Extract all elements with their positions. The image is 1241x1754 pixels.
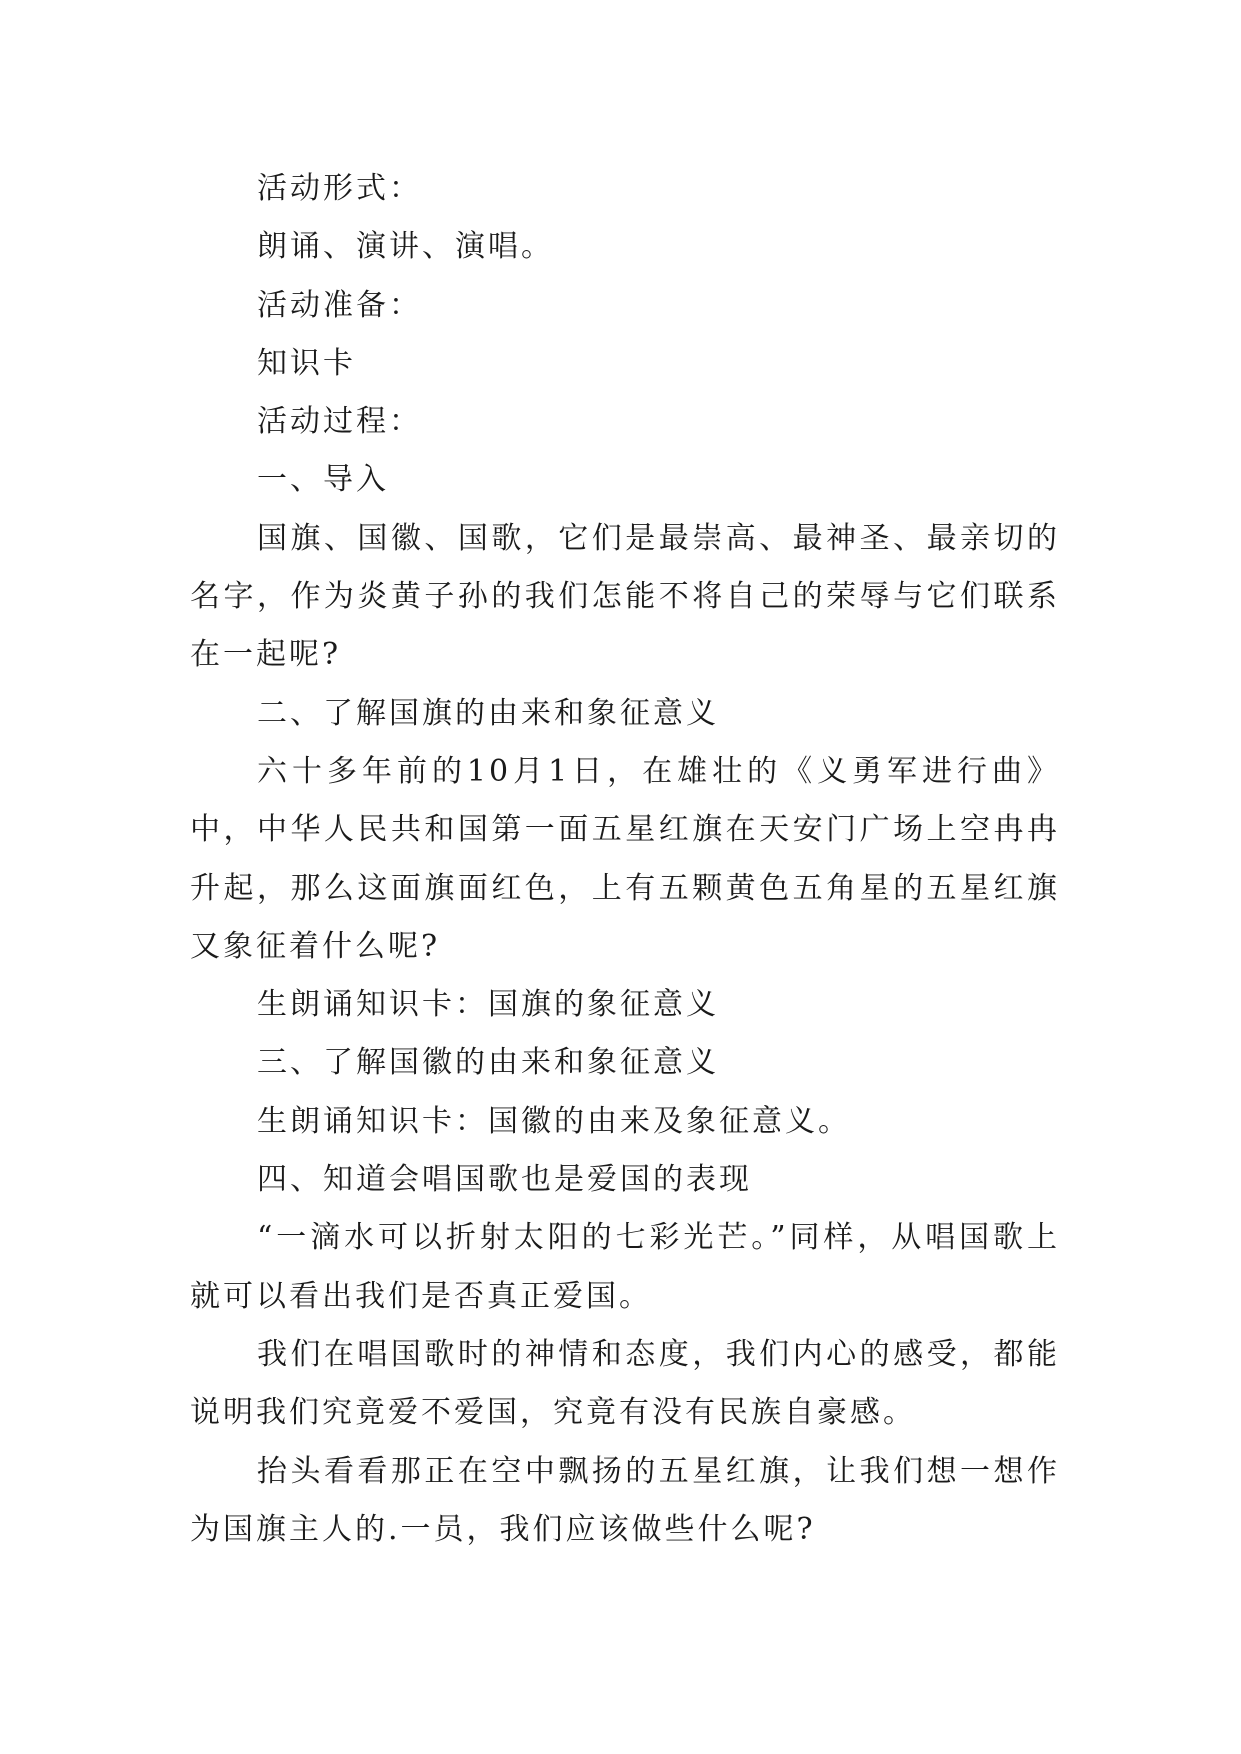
- document-body: [190, 160, 1060, 1559]
- paragraph-flag: 六十多年前的10月1日，在雄壮的《义勇军进行曲》中，中华人民共和国第一面五星红旗在天安门广场上空冉冉升起，那么这面旗面红色，上有五颗黄色五角星的五星红旗又象征着什么呢?: [190, 753, 1060, 964]
- section-heading-emblem: 三、了解国徽的由来和象征意义: [257, 1045, 719, 1081]
- paragraph-emblem-recite: 生朗诵知识卡：国徽的由来及象征意义。: [257, 1103, 851, 1139]
- paragraph-flag-owner: 抬头看看那正在空中飘扬的五星红旗，让我们想一想作为国旗主人的.一员，我们应该做些什么呢?: [190, 1453, 1060, 1547]
- paragraph-anthem-quote: “一滴水可以折射太阳的七彩光芒。”同样，从唱国歌上就可以看出我们是否真正爱国。: [190, 1220, 1060, 1314]
- paragraph-flag-recite: 生朗诵知识卡：国旗的象征意义: [257, 987, 719, 1023]
- section-heading-anthem: 四、知道会唱国歌也是爱国的表现: [257, 1162, 752, 1198]
- paragraph-anthem-attitude: 我们在唱国歌时的神情和态度，我们内心的感受，都能说明我们究竟爱不爱国，究竟有没有民族自豪感。: [190, 1336, 1060, 1431]
- paragraph-activity-form: 朗诵、演讲、演唱。: [257, 229, 554, 265]
- paragraph-activity-prep: 知识卡: [257, 345, 356, 381]
- section-heading-intro: 一、导入: [257, 462, 389, 498]
- paragraph-activity-prep-heading: 活动准备：: [257, 287, 422, 323]
- paragraph-activity-form-heading: 活动形式：: [257, 171, 422, 206]
- section-heading-flag: 二、了解国旗的由来和象征意义: [257, 695, 719, 731]
- paragraph-activity-process-heading: 活动过程：: [257, 404, 422, 440]
- paragraph-intro: 国旗、国徽、国歌，它们是最崇高、最神圣、最亲切的名字，作为炎黄子孙的我们怎能不将自己的荣辱与它们联系在一起呢?: [190, 520, 1060, 673]
